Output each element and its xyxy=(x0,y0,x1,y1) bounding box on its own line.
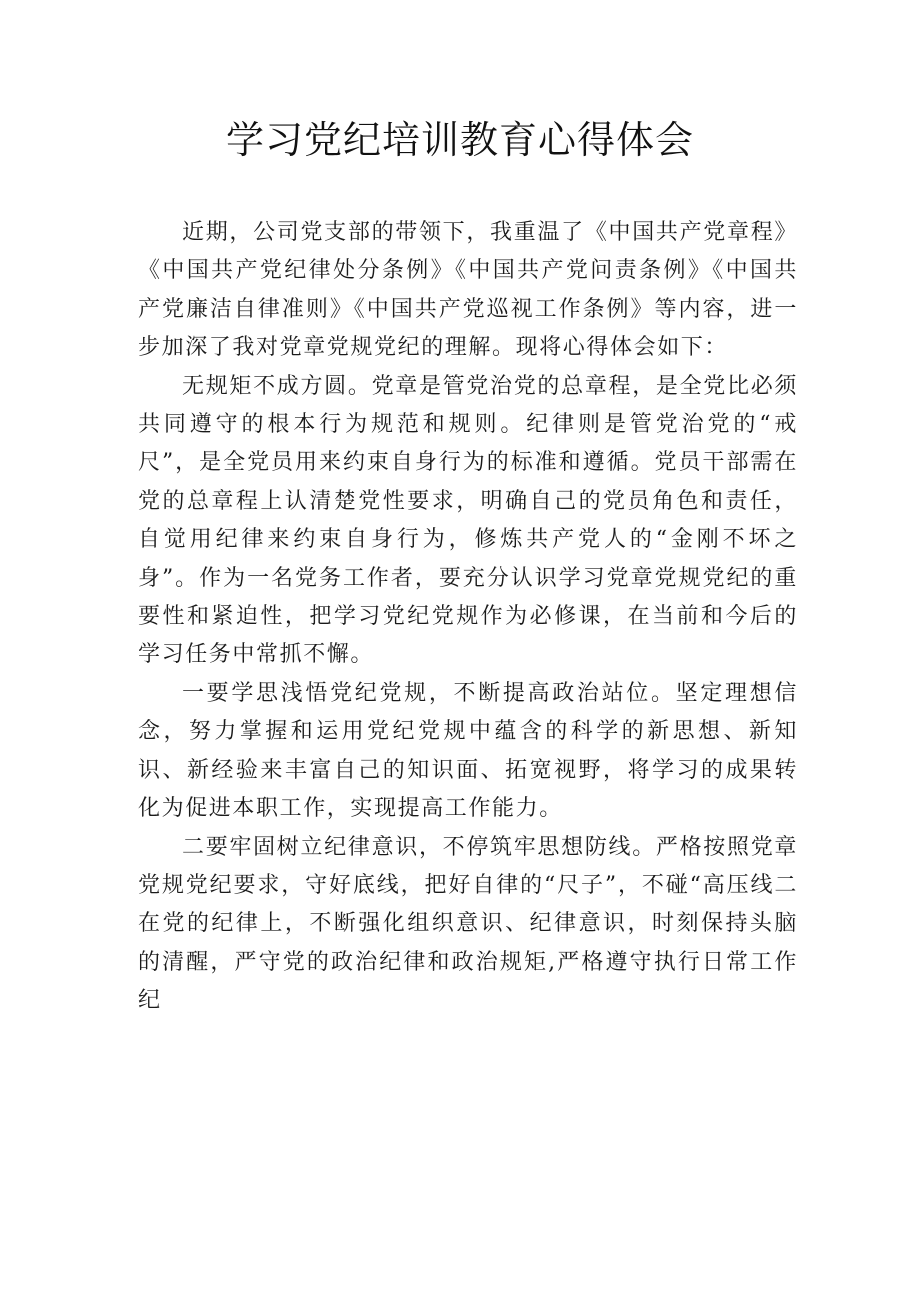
paragraph-point-two: 二要牢固树立纪律意识，不停筑牢思想防线。严格按照党章党规党纪要求，守好底线，把好自律的“尺子”，不碰“高压线二在党的纪律上，不断强化组织意识、纪律意识，时刻保持头脑的清醒，严守党的政治纪律和政治规矩,严格遵守执行日常工作纪 xyxy=(138,834,798,1014)
paragraph-point-one: 一要学思浅悟党纪党规，不断提高政治站位。坚定理想信念，努力掌握和运用党纪党规中蕴含的科学的新思想、新知识、新经验来丰富自己的知识面、拓宽视野，将学习的成果转化为促进本职工作，实现提高工作能力。 xyxy=(138,680,798,822)
document-body xyxy=(138,214,798,1021)
paragraph-intro: 近期，公司党支部的带领下，我重温了《中国共产党章程》《中国共产党纪律处分条例》《中国共产党问责条例》《中国共产党廉洁自律准则》《中国共产党巡视工作条例》等内容，进一步加深了我对党章党规党纪的理解。现将心得体会如下： xyxy=(138,220,798,361)
document-title: 学习党纪培训教育心得体会 xyxy=(225,118,694,162)
paragraph-rules: 无规矩不成方圆。党章是管党治党的总章程，是全党比必须共同遵守的根本行为规范和规则。纪律则是管党治党的“戒尺”，是全党员用来约束自身行为的标准和遵循。党员干部需在党的总章程上认清楚党性要求，明确自己的党员角色和责任，自觉用纪律来约束自身行为，修炼共产党人的“金刚不坏之身”。作为一名党务工作者，要充分认识学习党章党规党纪的重要性和紧迫性，把学习党纪党规作为必修课，在当前和今后的学习任务中常抓不懈。 xyxy=(138,373,798,668)
